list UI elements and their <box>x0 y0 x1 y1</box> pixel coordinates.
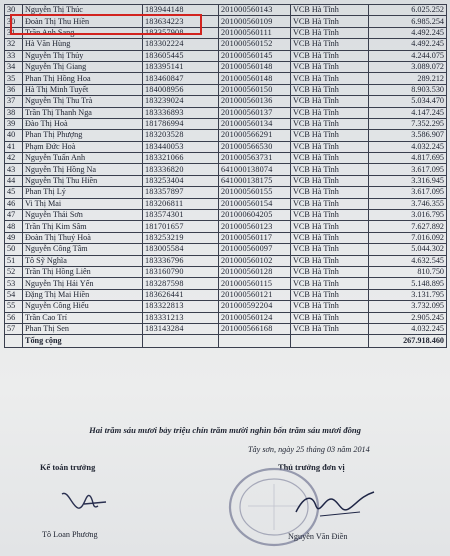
row-amount: 3.617.095 <box>369 164 447 175</box>
row-amount: 3.617.095 <box>369 187 447 198</box>
table-row <box>5 266 447 277</box>
row-amount: 3.131.795 <box>369 289 447 300</box>
row-id-number: 181701657 <box>143 221 219 232</box>
row-amount: 8.903.530 <box>369 84 447 95</box>
row-amount: 4.244.075 <box>369 50 447 61</box>
row-id-number: 183357897 <box>143 187 219 198</box>
table-row <box>5 84 447 95</box>
table-row <box>5 232 447 243</box>
row-name: Nguyễn Tuấn Anh <box>23 153 143 164</box>
row-name: Đào Thị Hoà <box>23 118 143 129</box>
amount-in-words: Hai trăm sáu mươi bảy triệu chín trăm mười nghìn bốn trăm sáu mươi đồng <box>89 425 361 435</box>
row-number: 46 <box>5 198 23 209</box>
row-id-number: 183203528 <box>143 130 219 141</box>
row-bank: VCB Hà Tĩnh <box>291 84 369 95</box>
row-bank: VCB Hà Tĩnh <box>291 289 369 300</box>
left-signature-mark <box>58 486 118 516</box>
row-amount: 3.016.795 <box>369 210 447 221</box>
row-amount: 810.750 <box>369 266 447 277</box>
table-row <box>5 50 447 61</box>
row-id-number: 184008956 <box>143 84 219 95</box>
row-account: 201000560134 <box>219 118 291 129</box>
row-account: 201000560137 <box>219 107 291 118</box>
row-id-number: 183253219 <box>143 232 219 243</box>
row-bank: VCB Hà Tĩnh <box>291 255 369 266</box>
row-bank: VCB Hà Tĩnh <box>291 232 369 243</box>
row-account: 201000560150 <box>219 84 291 95</box>
table-row <box>5 153 447 164</box>
row-name: Trần Thị Kim Sâm <box>23 221 143 232</box>
row-bank: VCB Hà Tĩnh <box>291 5 369 16</box>
row-amount: 7.627.892 <box>369 221 447 232</box>
row-amount: 3.732.095 <box>369 301 447 312</box>
highlight-box <box>10 14 202 35</box>
row-name: Hà Văn Hùng <box>23 39 143 50</box>
row-account: 201000560111 <box>219 27 291 38</box>
table-row <box>5 323 447 334</box>
row-id-number: 183626441 <box>143 289 219 300</box>
row-bank: VCB Hà Tĩnh <box>291 312 369 323</box>
row-number: 47 <box>5 210 23 221</box>
row-number: 57 <box>5 323 23 334</box>
row-number: 36 <box>5 84 23 95</box>
row-id-number: 183395141 <box>143 61 219 72</box>
row-id-number: 183944148 <box>143 5 219 16</box>
row-name: Phan Thị Sen <box>23 323 143 334</box>
row-id-number: 183336796 <box>143 255 219 266</box>
row-amount: 6.985.254 <box>369 16 447 27</box>
row-account: 201000560124 <box>219 312 291 323</box>
row-number: 37 <box>5 96 23 107</box>
row-number: 34 <box>5 61 23 72</box>
row-number: 30 <box>5 16 23 27</box>
row-number: 43 <box>5 164 23 175</box>
row-account: 201000560123 <box>219 221 291 232</box>
row-name: Trần Anh Sang <box>23 27 143 38</box>
total-row <box>5 335 447 348</box>
row-id-number: 183574301 <box>143 210 219 221</box>
row-account: 201000566530 <box>219 141 291 152</box>
row-amount: 4.147.245 <box>369 107 447 118</box>
table-row <box>5 312 447 323</box>
row-number: 32 <box>5 39 23 50</box>
row-amount: 4.032.245 <box>369 141 447 152</box>
row-amount: 5.044.302 <box>369 244 447 255</box>
row-name: Tô Sỹ Nghĩa <box>23 255 143 266</box>
row-bank: VCB Hà Tĩnh <box>291 130 369 141</box>
row-bank: VCB Hà Tĩnh <box>291 278 369 289</box>
row-account: 201000560109 <box>219 16 291 27</box>
table-row <box>5 130 447 141</box>
row-name: Nguyễn Thị Hồng Na <box>23 164 143 175</box>
row-account: 201000560136 <box>219 96 291 107</box>
row-bank: VCB Hà Tĩnh <box>291 323 369 334</box>
row-name: Đoàn Thị Thuý Hoà <box>23 232 143 243</box>
row-account: 201000560148 <box>219 73 291 84</box>
row-name: Nguyễn Thị Hải Yến <box>23 278 143 289</box>
row-number: 35 <box>5 73 23 84</box>
row-bank: VCB Hà Tĩnh <box>291 107 369 118</box>
table-row <box>5 141 447 152</box>
row-account: 201000560102 <box>219 255 291 266</box>
table-row <box>5 210 447 221</box>
total-amount: 267.918.460 <box>369 335 447 348</box>
row-bank: VCB Hà Tĩnh <box>291 96 369 107</box>
row-id-number: 183331213 <box>143 312 219 323</box>
row-number: 48 <box>5 221 23 232</box>
row-amount: 4.492.245 <box>369 27 447 38</box>
place-date: Tây sơn, ngày 25 tháng 03 năm 2014 <box>248 445 370 454</box>
row-name: Nguyễn Thị Thu Hiền <box>23 175 143 186</box>
row-name: Trần Cao Trí <box>23 312 143 323</box>
row-id-number: 183322813 <box>143 301 219 312</box>
row-id-number: 183287598 <box>143 278 219 289</box>
row-amount: 7.016.092 <box>369 232 447 243</box>
row-bank: VCB Hà Tĩnh <box>291 141 369 152</box>
row-name: Phan Thị Phượng <box>23 130 143 141</box>
row-number: 52 <box>5 266 23 277</box>
row-number: 39 <box>5 118 23 129</box>
table-row <box>5 301 447 312</box>
table-row <box>5 187 447 198</box>
row-id-number: 183336820 <box>143 164 219 175</box>
row-id-number: 183206811 <box>143 198 219 209</box>
table-row <box>5 175 447 186</box>
table-row <box>5 278 447 289</box>
table-row <box>5 198 447 209</box>
row-bank: VCB Hà Tĩnh <box>291 118 369 129</box>
row-bank: VCB Hà Tĩnh <box>291 50 369 61</box>
row-id-number: 183005584 <box>143 244 219 255</box>
row-amount: 6.025.252 <box>369 5 447 16</box>
row-amount: 5.034.470 <box>369 96 447 107</box>
row-account: 201000560155 <box>219 187 291 198</box>
row-id-number: 183143284 <box>143 323 219 334</box>
table-row <box>5 118 447 129</box>
row-bank: VCB Hà Tĩnh <box>291 61 369 72</box>
row-name: Trần Thị Hồng Liên <box>23 266 143 277</box>
row-amount: 2.905.245 <box>369 312 447 323</box>
row-account: 201000560115 <box>219 278 291 289</box>
table-row <box>5 255 447 266</box>
row-name: Nguyễn Thị Thu Trà <box>23 96 143 107</box>
chief-accountant-name: Tô Loan Phương <box>42 530 98 539</box>
row-id-number: 183336893 <box>143 107 219 118</box>
row-number: 38 <box>5 107 23 118</box>
row-number: 55 <box>5 301 23 312</box>
table-row <box>5 107 447 118</box>
row-number: 30 <box>5 5 23 16</box>
row-name: Nguyễn Công Tâm <box>23 244 143 255</box>
row-account: 201000563731 <box>219 153 291 164</box>
row-amount: 4.492.245 <box>369 39 447 50</box>
chief-accountant-title: Kế toán trưởng <box>40 463 96 472</box>
row-bank: VCB Hà Tĩnh <box>291 221 369 232</box>
row-amount: 3.586.907 <box>369 130 447 141</box>
unit-head-title: Thủ trưởng đơn vị <box>278 463 345 472</box>
row-id-number: 183253404 <box>143 175 219 186</box>
row-number: 53 <box>5 278 23 289</box>
table-row <box>5 73 447 84</box>
row-amount: 3.316.945 <box>369 175 447 186</box>
row-account: 201000592204 <box>219 301 291 312</box>
row-bank: VCB Hà Tĩnh <box>291 244 369 255</box>
payment-list-table <box>4 4 447 348</box>
row-name: Vi Thị Mai <box>23 198 143 209</box>
table-row <box>5 61 447 72</box>
row-bank: VCB Hà Tĩnh <box>291 153 369 164</box>
unit-head-name: Nguyễn Văn Điền <box>288 532 348 541</box>
row-id-number: 181786994 <box>143 118 219 129</box>
row-bank: VCB Hà Tĩnh <box>291 175 369 186</box>
row-id-number: 183160790 <box>143 266 219 277</box>
row-bank: VCB Hà Tĩnh <box>291 73 369 84</box>
row-number: 45 <box>5 187 23 198</box>
row-amount: 3.089.072 <box>369 61 447 72</box>
row-name: Nguyễn Công Hiếu <box>23 301 143 312</box>
row-account: 201000560121 <box>219 289 291 300</box>
row-number: 56 <box>5 312 23 323</box>
table-row <box>5 244 447 255</box>
row-name: Trần Thị Thanh Nga <box>23 107 143 118</box>
row-id-number: 183239024 <box>143 96 219 107</box>
row-name: Phan Thị Lý <box>23 187 143 198</box>
row-id-number: 183440053 <box>143 141 219 152</box>
row-number: 40 <box>5 130 23 141</box>
row-name: Nguyễn Thị Giang <box>23 61 143 72</box>
row-account: 641000138175 <box>219 175 291 186</box>
row-account: 201000560097 <box>219 244 291 255</box>
row-amount: 4.032.245 <box>369 323 447 334</box>
row-number: 54 <box>5 289 23 300</box>
row-bank: VCB Hà Tĩnh <box>291 164 369 175</box>
row-number: 31 <box>5 27 23 38</box>
table-body <box>5 5 447 335</box>
row-amount: 7.352.295 <box>369 118 447 129</box>
row-id-number: 183634223 <box>143 16 219 27</box>
row-id-number: 183302224 <box>143 39 219 50</box>
row-account: 201000560143 <box>219 5 291 16</box>
total-label: Tổng cộng <box>23 335 143 348</box>
row-bank: VCB Hà Tĩnh <box>291 301 369 312</box>
row-bank: VCB Hà Tĩnh <box>291 198 369 209</box>
row-name: Phan Thị Hồng Hoa <box>23 73 143 84</box>
row-account: 201000560152 <box>219 39 291 50</box>
row-amount: 5.148.895 <box>369 278 447 289</box>
row-bank: VCB Hà Tĩnh <box>291 187 369 198</box>
row-id-number: 183460847 <box>143 73 219 84</box>
row-name: Nguyễn Thị Thúc <box>23 5 143 16</box>
row-bank: VCB Hà Tĩnh <box>291 16 369 27</box>
row-name: Phạm Đức Hoà <box>23 141 143 152</box>
table-row <box>5 96 447 107</box>
row-account: 201000560148 <box>219 61 291 72</box>
row-account: 201000560117 <box>219 232 291 243</box>
row-account: 201000566168 <box>219 323 291 334</box>
row-amount: 289.212 <box>369 73 447 84</box>
row-id-number: 183605445 <box>143 50 219 61</box>
row-name: Đoàn Thị Thu Hiền <box>23 16 143 27</box>
row-amount: 4.817.695 <box>369 153 447 164</box>
table-row <box>5 39 447 50</box>
row-bank: VCB Hà Tĩnh <box>291 266 369 277</box>
right-signature-mark <box>290 486 380 526</box>
row-account: 201000560154 <box>219 198 291 209</box>
row-number: 49 <box>5 232 23 243</box>
row-name: Hà Thị Minh Tuyết <box>23 84 143 95</box>
table-row <box>5 164 447 175</box>
row-bank: VCB Hà Tĩnh <box>291 39 369 50</box>
row-amount: 4.632.545 <box>369 255 447 266</box>
row-account: 201000604205 <box>219 210 291 221</box>
row-bank: VCB Hà Tĩnh <box>291 27 369 38</box>
row-name: Đặng Thị Mai Hiền <box>23 289 143 300</box>
row-account: 641000138074 <box>219 164 291 175</box>
row-number: 50 <box>5 244 23 255</box>
row-id-number: 183321066 <box>143 153 219 164</box>
table-row <box>5 289 447 300</box>
row-name: Nguyễn Thái Sơn <box>23 210 143 221</box>
row-number: 41 <box>5 141 23 152</box>
row-number: 33 <box>5 50 23 61</box>
row-number: 51 <box>5 255 23 266</box>
row-account: 201000566291 <box>219 130 291 141</box>
row-number: 44 <box>5 175 23 186</box>
row-account: 201000560128 <box>219 266 291 277</box>
row-bank: VCB Hà Tĩnh <box>291 210 369 221</box>
row-name: Nguyễn Thị Thủy <box>23 50 143 61</box>
table-row <box>5 221 447 232</box>
row-amount: 3.746.355 <box>369 198 447 209</box>
row-id-number: 183357908 <box>143 27 219 38</box>
row-account: 201000560145 <box>219 50 291 61</box>
row-number: 42 <box>5 153 23 164</box>
